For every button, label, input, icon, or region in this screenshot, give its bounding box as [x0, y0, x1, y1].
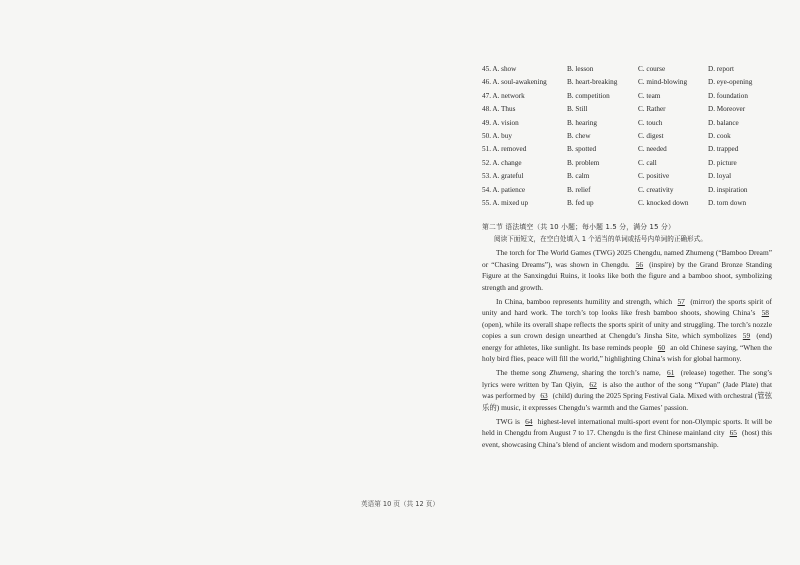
option-d: D. Moreover [708, 105, 746, 114]
option-b: B. competition [567, 91, 610, 100]
option-d: D. trapped [708, 145, 739, 154]
blank-61: 61 [667, 368, 675, 378]
option-b: B. chew [567, 131, 591, 140]
text: The torch for The World Games (TWG) 2025 Chengdu, named Zhumeng (“Bamboo Dream” or “Chasing Dreams”), was shown in Chengdu. [482, 248, 772, 269]
option-row [482, 197, 782, 210]
blank-57: 57 [677, 296, 685, 306]
option-b: B. fed up [567, 198, 594, 207]
blank-59: 59 [742, 331, 751, 341]
section-title: 第二节 语法填空（共 10 小题；每小题 1.5 分，满分 15 分） [482, 223, 675, 231]
option-c: C. call [638, 158, 657, 167]
option-row [482, 76, 782, 89]
option-d: D. cook [708, 131, 731, 140]
option-b: B. problem [567, 158, 600, 167]
option-a: 52. A. change [482, 158, 522, 167]
text: highest-level international multi-sport event for non-Olympic sports. It will be held in Chengdu from August 7 to 17. Chengdu is the first Chinese mainland city [482, 416, 772, 438]
text: (inspire) by the Grand Bronze Standing Figure at the Sanxingdui Ruins, it looks like both the figure and a bamboo shoot, symbolizing strength and growth. [482, 259, 772, 292]
option-b: B. hearing [567, 118, 597, 127]
option-a: 47. A. network [482, 91, 525, 100]
option-a: 49. A. vision [482, 118, 519, 127]
passage-paragraph-1 [482, 247, 772, 293]
option-c: C. knocked down [638, 198, 689, 207]
option-row [482, 157, 782, 170]
blank-63: 63 [540, 391, 548, 401]
passage-paragraph-4 [482, 416, 772, 451]
text: The theme song [496, 368, 547, 378]
option-d: D. torn down [708, 198, 747, 207]
option-a: 46. A. soul-awakening [482, 78, 547, 87]
blank-65: 65 [729, 428, 737, 438]
option-b: B. heart-breaking [567, 78, 618, 87]
option-c: C. team [638, 91, 661, 100]
option-d: D. balance [708, 118, 739, 127]
option-b: B. spotted [567, 145, 597, 154]
text: (end) energy for athletes, like sunlight. Its base reminds people [482, 331, 772, 352]
text: (open), while its overall shape reflects the sports spirit of unity and struggling. The torch’s nozzle copies a sun crown design unearthed at Chengdu’s Jinsha Site, which symbolizes [482, 319, 772, 341]
text: (mirror) the sports spirit of unity and hard work. The torch’s top looks like fresh bamboo shoots, showing China’s [482, 296, 772, 318]
passage-paragraph-3 [482, 367, 772, 413]
option-row [482, 103, 782, 116]
option-b: B. calm [567, 172, 590, 181]
option-row [482, 184, 782, 197]
text: (child) during the 2025 Spring Festival Gala. Mixed with orchestral (管弦乐的) music, it expresses Chengdu’s warmth and the Games’ passion. [482, 391, 773, 412]
option-row [482, 130, 782, 143]
blank-64: 64 [525, 416, 533, 426]
option-c: C. needed [638, 145, 667, 154]
text: is also the author of the song “Yupan” (Jade Plate) that was performed by [482, 379, 772, 401]
option-row [482, 90, 782, 103]
option-row [482, 63, 782, 76]
text: In China, bamboo represents humility and strength, which [496, 296, 673, 306]
section-instruction: 阅读下面短文，在空白处填入 1 个适当的单词或括号内单词的正确形式。 [494, 234, 707, 243]
text: an old Chinese saying, “When the holy bird flies, peace will fill the world,” highlighting China’s wish for global harmony. [482, 342, 772, 364]
grammar-fill-section [482, 222, 772, 453]
option-c: C. creativity [638, 185, 674, 194]
option-d: D. eye-opening [708, 78, 753, 87]
option-a: 51. A. removed [482, 145, 527, 154]
option-d: D. foundation [708, 91, 748, 100]
text: (host) this event, showcasing China’s blend of ancient wisdom and modern sportsmanship. [482, 428, 772, 449]
option-b: B. lesson [567, 65, 594, 73]
option-d: D. picture [708, 158, 737, 167]
blank-62: 62 [589, 379, 597, 389]
option-c: C. positive [638, 172, 670, 181]
blank-58: 58 [761, 308, 769, 318]
option-a: 53. A. grateful [482, 172, 524, 181]
option-c: C. touch [638, 118, 663, 127]
option-d: D. loyal [708, 172, 732, 181]
option-a: 55. A. mixed up [482, 198, 529, 207]
passage-paragraph-2 [482, 296, 772, 365]
option-row [482, 170, 782, 183]
options-table [482, 63, 782, 210]
option-c: C. course [638, 65, 666, 73]
option-a: 48. A. Thus [482, 105, 516, 114]
text: (release) together. The song’s lyrics were written by Tan Qiyin, [482, 368, 772, 389]
option-c: C. digest [638, 131, 664, 140]
option-row [482, 143, 782, 156]
option-a: 45. A. show [482, 65, 517, 73]
option-a: 54. A. patience [482, 185, 526, 194]
option-a: 50. A. buy [482, 131, 512, 140]
option-b: B. relief [567, 185, 591, 194]
blank-56: 56 [635, 259, 644, 269]
option-b: B. Still [567, 105, 588, 114]
option-d: D. inspiration [708, 185, 748, 194]
text: TWG is [496, 416, 520, 426]
option-c: C. Rather [638, 105, 666, 114]
blank-60: 60 [657, 342, 666, 352]
option-row [482, 117, 782, 130]
option-c: C. mind-blowing [638, 78, 688, 87]
song-title: Zhumeng [549, 368, 577, 378]
option-d: D. report [708, 65, 734, 73]
text: , sharing the torch’s name, [576, 368, 661, 378]
page-footer: 英语第 10 页（共 12 页） [361, 500, 439, 508]
